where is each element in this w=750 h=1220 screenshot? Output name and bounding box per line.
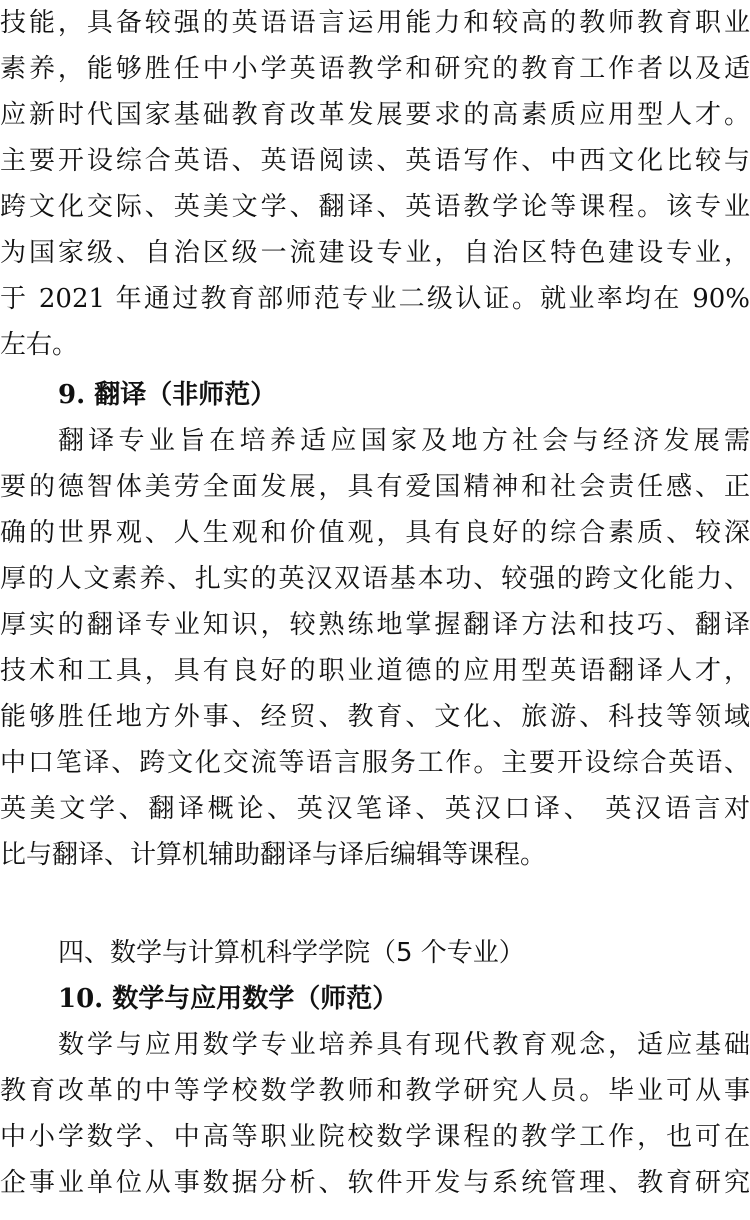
para2-line-6: 技术和工具，具有良好的职业道德的应用型英语翻译人才， [0,656,750,686]
para2-line-9: 英美文学、翻译概论、英汉笔译、英汉口译、 英汉语言对 [0,794,750,824]
section-heading-math-cs: 四、数学与计算机科学学院（5 个专业） [58,938,525,968]
para1-line-2: 素养，能够胜任中小学英语教学和研究的教育工作者以及适 [0,54,750,84]
para2-line-3: 确的世界观、人生观和价值观，具有良好的综合素质、较深 [0,518,750,548]
para3-line-3: 中小学数学、中高等职业院校数学课程的教学工作，也可在 [0,1122,750,1152]
heading-math-applied: 10. 数学与应用数学（师范） [58,984,399,1014]
para1-line-7: 于 2021 年通过教育部师范专业二级认证。就业率均在 90% [0,284,750,314]
para2-line-10: 比与翻译、计算机辅助翻译与译后编辑等课程。 [0,840,547,870]
para1-line-3: 应新时代国家基础教育改革发展要求的高素质应用型人才。 [0,100,750,130]
para1-line-5: 跨文化交际、英美文学、翻译、英语教学论等课程。该专业 [0,192,750,222]
para3-line-2: 教育改革的中等学校数学教师和教学研究人员。毕业可从事 [0,1076,750,1106]
para2-line-8: 中口笔译、跨文化交流等语言服务工作。主要开设综合英语、 [0,748,750,778]
para2-line-2: 要的德智体美劳全面发展，具有爱国精神和社会责任感、正 [0,472,750,502]
para1-line-1: 技能，具备较强的英语语言运用能力和较高的教师教育职业 [0,8,750,38]
para2-line-1: 翻译专业旨在培养适应国家及地方社会与经济发展需 [58,426,750,456]
para2-line-5: 厚实的翻译专业知识，较熟练地掌握翻译方法和技巧、翻译 [0,610,750,640]
heading-translation: 9. 翻译（非师范） [58,380,277,410]
para1-line-6: 为国家级、自治区级一流建设专业，自治区特色建设专业， [0,238,750,268]
para1-line-8: 左右。 [0,330,79,360]
para2-line-4: 厚的人文素养、扎实的英汉双语基本功、较强的跨文化能力、 [0,564,750,594]
para3-line-4: 企事业单位从事数据分析、软件开发与系统管理、教育研究 [0,1168,750,1198]
para2-line-7: 能够胜任地方外事、经贸、教育、文化、旅游、科技等领域 [0,702,750,732]
para3-line-1: 数学与应用数学专业培养具有现代教育观念，适应基础 [58,1030,750,1060]
para1-line-4: 主要开设综合英语、英语阅读、英语写作、中西文化比较与 [0,146,750,176]
